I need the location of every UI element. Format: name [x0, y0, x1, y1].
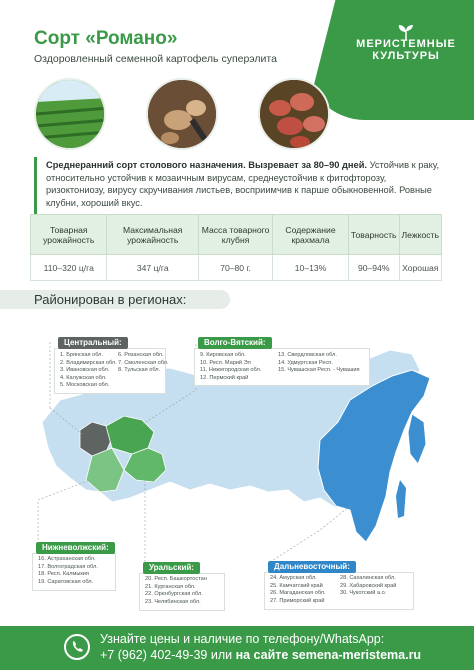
central-region-list: [60, 352, 117, 390]
volga-region-list-2: [278, 352, 360, 375]
description-text: Устойчив к раку, относительно устойчив к мозаичным вирусам, среднеустойчив к фитофторозу, ризоктониозу, вирусу скручивания листьев, восприимчив к парше обыкновенной. Ровные клубни, хороший вкус.: [46, 160, 440, 208]
volga-region-list: [200, 352, 261, 382]
volga-region-label: Волго-Вятский:: [198, 337, 272, 349]
list-item: 14. Удмуртская Респ.: [278, 359, 333, 366]
list-item: 5. Московская обл.: [60, 382, 110, 389]
table-header: Товарность: [348, 215, 399, 255]
list-item: 23. Челябинская обл.: [145, 598, 201, 605]
table-cell: 90–94%: [348, 255, 399, 281]
list-item: 30. Чукотский а.о.: [340, 590, 387, 597]
list-item: 27. Приморский край: [270, 597, 325, 604]
brand-line1: МЕРИСТЕМНЫЕ: [356, 38, 456, 50]
table-cell: 347 ц/га: [107, 255, 199, 281]
list-item: 4. Калужская обл.: [60, 374, 107, 381]
list-item: 15. Чувашская Респ. - Чувашия: [278, 367, 360, 374]
list-item: 22. Оренбургская обл.: [145, 591, 203, 598]
characteristics-table: [30, 214, 442, 281]
list-item: 9. Кировская обл.: [200, 352, 246, 358]
list-item: 3. Ивановская обл.: [60, 367, 110, 374]
table-row: [31, 255, 442, 281]
list-item: 8. Тульская обл.: [118, 367, 161, 374]
east-region-list: [270, 575, 326, 605]
east-region-list-2: [340, 575, 396, 598]
brand-logo: [356, 38, 456, 62]
table-header: Товарная урожайность: [31, 215, 107, 255]
list-item: 25. Камчатский край: [270, 582, 323, 589]
contact-line1: Узнайте цены и наличие по телефону/WhatsApp:: [100, 632, 385, 646]
ural-region-list: [145, 576, 207, 606]
table-header: Максимальная урожайность: [107, 215, 199, 255]
list-item: 24. Амурская обл.: [270, 575, 317, 581]
table-cell: 70–80 г.: [198, 255, 272, 281]
potato-harvest-photo: [146, 78, 218, 150]
list-item: 1. Брянская обл.: [60, 352, 103, 358]
lowvolga-region-list: [38, 556, 98, 586]
list-item: 6. Рязанская обл.: [118, 352, 164, 358]
list-item: 11. Нижегородская обл.: [200, 367, 262, 374]
description-lead: Среднеранний сорт столового назначения. Вызревает за 80–90 дней.: [46, 160, 367, 170]
table-header-row: [31, 215, 442, 255]
list-item: 29. Хабаровский край: [340, 582, 397, 589]
red-potatoes-photo: [258, 78, 330, 150]
list-item: 20. Респ. Башкортостан: [145, 576, 207, 582]
list-item: 17. Волгоградская обл.: [38, 563, 98, 570]
brand-line2: КУЛЬТУРЫ: [372, 50, 440, 62]
list-item: 19. Саратовская обл.: [38, 578, 94, 585]
east-region-label: Дальневосточный:: [268, 561, 356, 573]
list-item: 18. Респ. Калмыкия: [38, 571, 89, 578]
list-item: 16. Астраханская обл.: [38, 556, 96, 562]
central-region-label: Центральный:: [58, 337, 128, 349]
list-item: 7. Смоленская обл.: [118, 359, 169, 366]
table-cell: Хорошая: [399, 255, 441, 281]
page-subtitle: Оздоровленный семенной картофель суперэлита: [34, 53, 277, 65]
central-region-list-2: [118, 352, 169, 375]
list-item: 12. Пермский край: [200, 374, 249, 381]
list-item: 10. Респ. Марий Эл: [200, 359, 251, 366]
list-item: 26. Магаданская обл.: [270, 590, 326, 597]
list-item: 21. Курганская обл.: [145, 583, 196, 590]
website-link[interactable]: на сайте semena-meristema.ru: [235, 648, 422, 662]
whatsapp-icon[interactable]: [64, 634, 90, 660]
phone-link[interactable]: +7 (962) 402-49-39 или: [100, 648, 236, 662]
potato-field-photo: [34, 78, 106, 150]
table-header: Лежкость: [399, 215, 441, 255]
variety-description: [34, 157, 440, 219]
page-title: Сорт «Романо»: [34, 28, 178, 49]
sprout-icon: [396, 24, 416, 40]
table-header: Масса товарного клубня: [198, 215, 272, 255]
contact-line2: [100, 648, 421, 662]
table-cell: 110–320 ц/га: [31, 255, 107, 281]
table-cell: 10–13%: [273, 255, 349, 281]
map-sakhalin: [396, 480, 406, 518]
list-item: 13. Свердловская обл.: [278, 352, 337, 358]
lowvolga-region-label: Нижневолжский:: [36, 542, 115, 554]
list-item: 28. Сахалинская обл.: [340, 575, 396, 581]
table-header: Содержание крахмала: [273, 215, 349, 255]
ural-region-label: Уральский:: [143, 562, 200, 574]
regions-title: Районирован в регионах:: [34, 292, 187, 307]
map-kamchatka: [408, 414, 426, 464]
list-item: 2. Владимирская обл.: [60, 359, 117, 366]
